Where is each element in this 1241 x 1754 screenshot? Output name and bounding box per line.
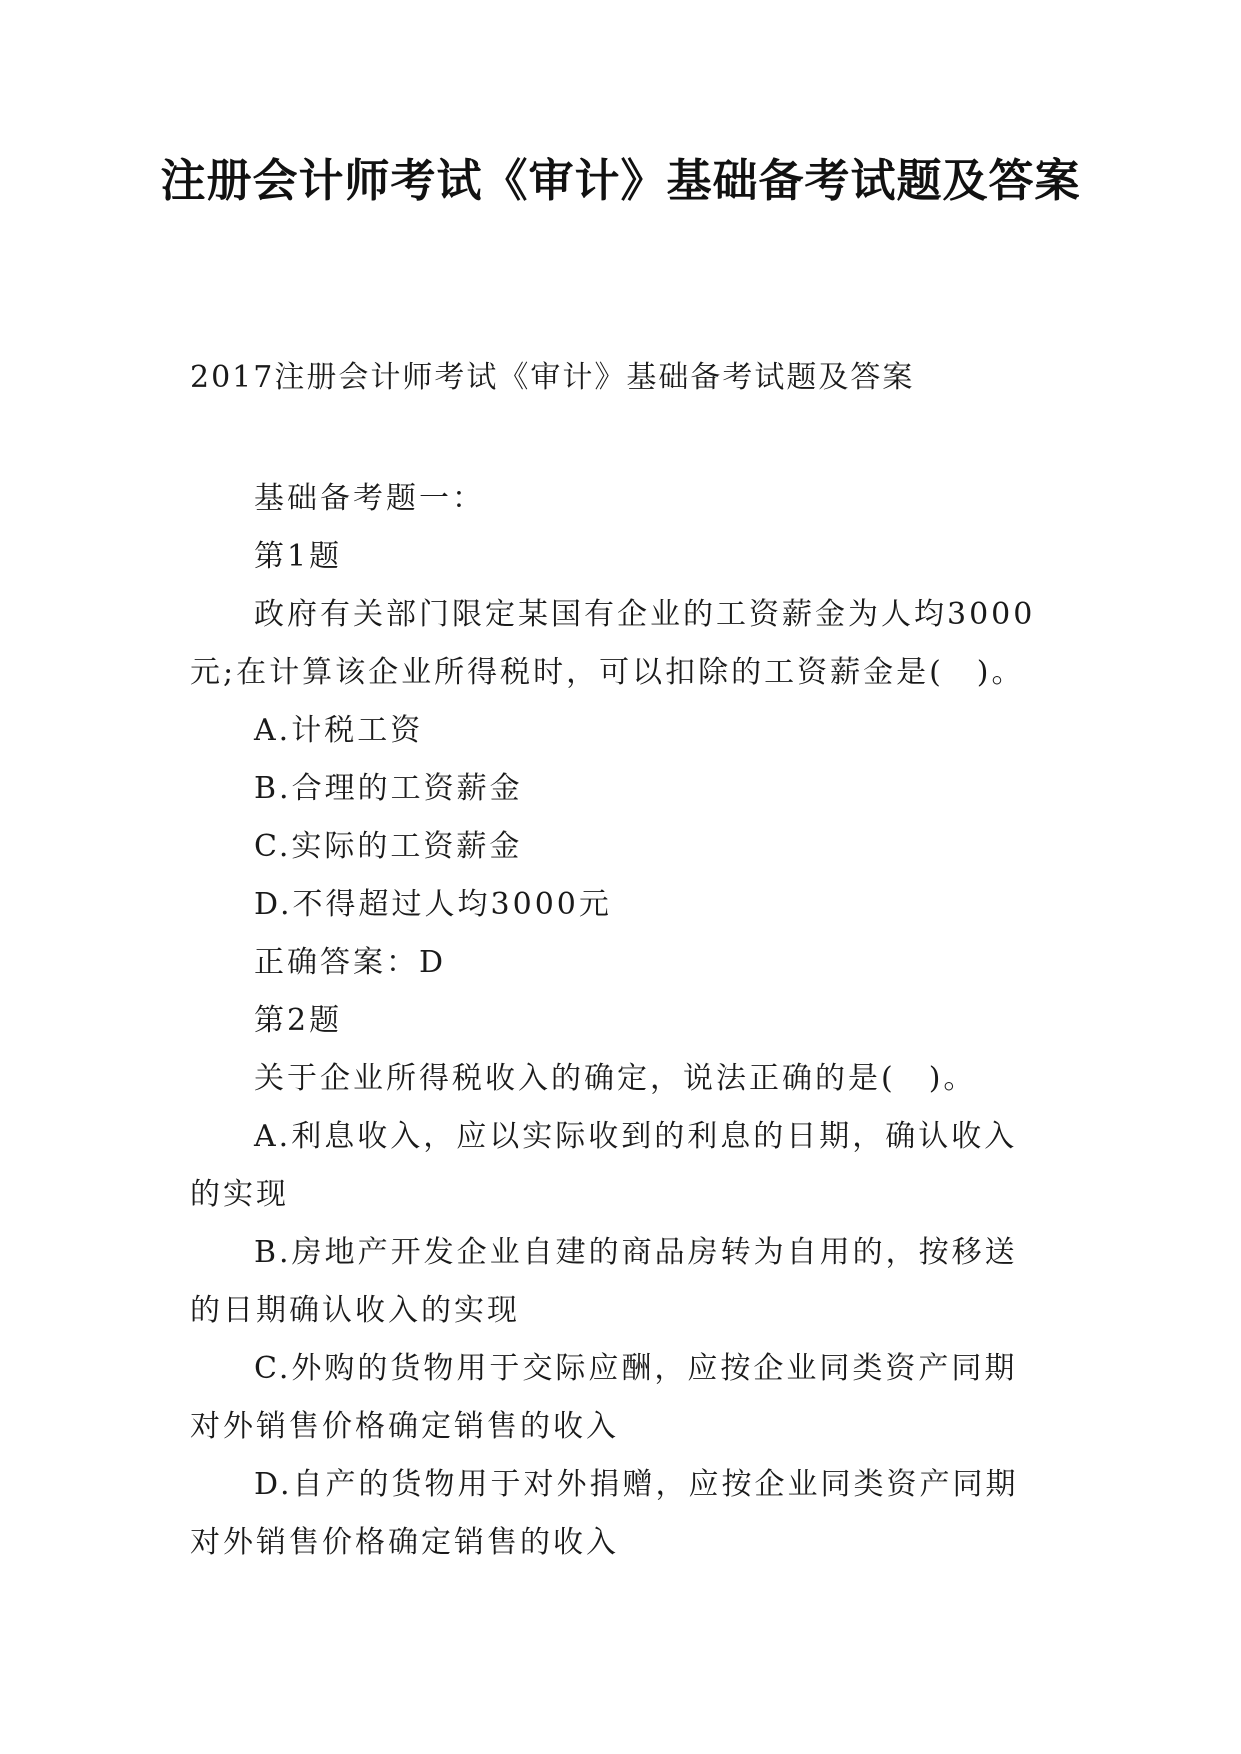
document-body [190,470,1050,1572]
option-b: B.房地产开发企业自建的商品房转为自用的，按移送的日期确认收入的实现 [190,1235,1018,1328]
option-c: C.外购的货物用于交际应酬，应按企业同类资产同期对外销售价格确定销售的收入 [190,1351,1018,1444]
option-a: A.计税工资 [254,713,424,748]
option-a: A.利息收入，应以实际收到的利息的日期，确认收入的实现 [190,1119,1018,1212]
correct-answer: 正确答案：D [254,945,447,980]
question-number: 第2题 [254,1003,343,1038]
question-text: 关于企业所得税收入的确定，说法正确的是( )。 [254,1061,977,1096]
option-d: D.自产的货物用于对外捐赠，应按企业同类资产同期对外销售价格确定销售的收入 [190,1467,1019,1560]
question-number: 第1题 [254,539,343,574]
option-c: C.实际的工资薪金 [254,829,523,864]
question-text: 政府有关部门限定某国有企业的工资薪金为人均3000元;在计算该企业所得税时，可以扣除的工资薪金是( )。 [190,597,1036,690]
document-title: 注册会计师考试《审计》基础备考试题及答案 [160,154,1081,207]
option-b: B.合理的工资薪金 [254,771,523,806]
option-d: D.不得超过人均3000元 [254,887,612,922]
document-subtitle: 2017注册会计师考试《审计》基础备考试题及答案 [190,360,915,395]
section-heading: 基础备考题一： [254,481,485,516]
